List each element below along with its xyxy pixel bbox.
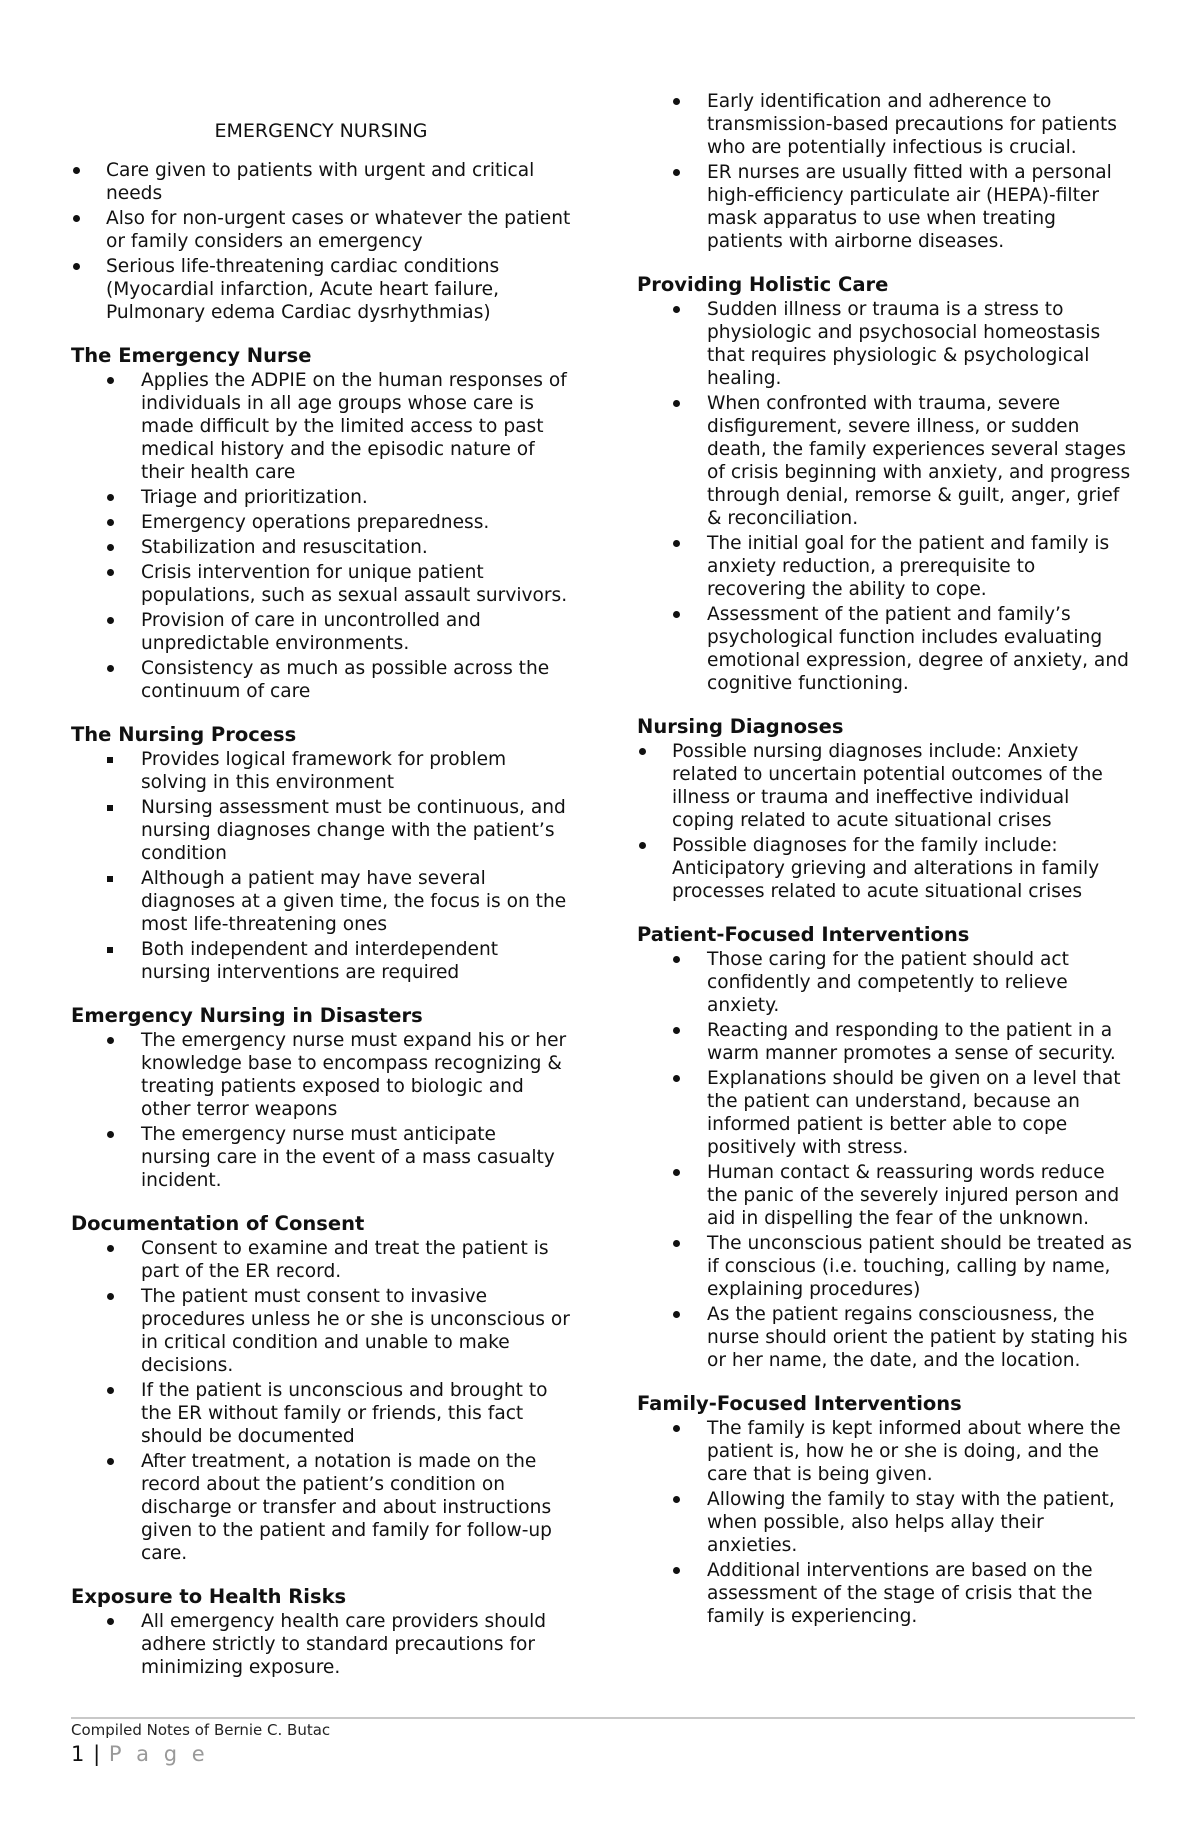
list-item: The family is kept informed about where the patient is, how he or she is doing, and the care that is being given. [637, 1417, 1137, 1486]
footer-divider [71, 1717, 1135, 1719]
intro-item: Also for non-urgent cases or whatever the patient or family considers an emergency [71, 207, 571, 253]
list-item: The initial goal for the patient and family is anxiety reduction, a prerequisite to recovering the ability to cope. [637, 532, 1137, 601]
patient-interventions-list [637, 948, 1137, 1372]
list-item: The emergency nurse must anticipate nursing care in the event of a mass casualty incident. [71, 1123, 571, 1192]
list-item: Allowing the family to stay with the patient, when possible, also helps allay their anxieties. [637, 1488, 1137, 1557]
list-item: If the patient is unconscious and brought to the ER without family or friends, this fact should be documented [71, 1379, 571, 1448]
intro-list [71, 159, 571, 324]
page-separator: | [93, 1742, 102, 1766]
page-word: P a g e [108, 1742, 209, 1766]
list-item: Consistency as much as possible across the continuum of care [71, 657, 571, 703]
nursing-process-list [71, 748, 571, 984]
list-item: Assessment of the patient and family’s psychological function includes evaluating emotional expression, degree of anxiety, and cognitive functioning. [637, 603, 1137, 695]
section-heading-holistic-care: Providing Holistic Care [637, 273, 889, 296]
list-item: Triage and prioritization. [71, 486, 571, 509]
list-item: Provides logical framework for problem solving in this environment [71, 748, 571, 794]
intro-item: Serious life-threatening cardiac conditions (Myocardial infarction, Acute heart failure, Pulmonary edema Cardiac dysrhythmias) [71, 255, 571, 324]
holistic-care-list [637, 298, 1137, 695]
list-item: All emergency health care providers should adhere strictly to standard precautions for minimizing exposure. [71, 1610, 571, 1679]
document-title: EMERGENCY NURSING [214, 120, 428, 142]
list-item: As the patient regains consciousness, the nurse should orient the patient by stating his or her name, the date, and the location. [637, 1303, 1137, 1372]
list-item: The patient must consent to invasive procedures unless he or she is unconscious or in critical condition and unable to make decisions. [71, 1285, 571, 1377]
page-number-line [71, 1743, 1135, 1766]
list-item: Possible diagnoses for the family include: Anticipatory grieving and alterations in family processes related to acute situational crises [637, 834, 1137, 903]
list-item: ER nurses are usually fitted with a personal high-efficiency particulate air (HEPA)-filter mask apparatus to use when treating patients with airborne diseases. [637, 161, 1137, 253]
list-item: Early identification and adherence to transmission-based precautions for patients who are potentially infectious is crucial. [637, 90, 1137, 159]
section-heading-family-interventions: Family-Focused Interventions [637, 1392, 962, 1415]
list-item: Emergency operations preparedness. [71, 511, 571, 534]
list-item: After treatment, a notation is made on the record about the patient’s condition on discharge or transfer and about instructions given to the patient and family for follow-up care. [71, 1450, 571, 1565]
nursing-diagnoses-list [637, 740, 1137, 903]
section-heading-nursing-diagnoses: Nursing Diagnoses [637, 715, 844, 738]
emergency-nurse-list [71, 369, 571, 703]
list-item: Applies the ADPIE on the human responses of individuals in all age groups whose care is made difficult by the limited access to past medical history and the episodic nature of their health care [71, 369, 571, 484]
section-heading-patient-interventions: Patient-Focused Interventions [637, 923, 970, 946]
list-item: The emergency nurse must expand his or her knowledge base to encompass recognizing & treating patients exposed to biologic and other terror weapons [71, 1029, 571, 1121]
list-item: Both independent and interdependent nursing interventions are required [71, 938, 571, 984]
list-item: Consent to examine and treat the patient is part of the ER record. [71, 1237, 571, 1283]
list-item: Possible nursing diagnoses include: Anxiety related to uncertain potential outcomes of the illness or trauma and ineffective individual coping related to acute situational crises [637, 740, 1137, 832]
footer-note: Compiled Notes of Bernie C. Butac [71, 1721, 331, 1739]
intro-item: Care given to patients with urgent and critical needs [71, 159, 571, 205]
page-number: 1 [71, 1742, 86, 1766]
list-item: Explanations should be given on a level that the patient can understand, because an informed patient is better able to cope positively with stress. [637, 1067, 1137, 1159]
section-heading-disasters: Emergency Nursing in Disasters [71, 1004, 423, 1027]
section-heading-consent: Documentation of Consent [71, 1212, 365, 1235]
list-item: Although a patient may have several diagnoses at a given time, the focus is on the most life-threatening ones [71, 867, 571, 936]
list-item: When confronted with trauma, severe disfigurement, severe illness, or sudden death, the family experiences several stages of crisis beginning with anxiety, and progress through denial, remorse & guilt, anger, grief & reconciliation. [637, 392, 1137, 530]
consent-list [71, 1237, 571, 1565]
list-item: Human contact & reassuring words reduce the panic of the severely injured person and aid in dispelling the fear of the unknown. [637, 1161, 1137, 1230]
list-item: Sudden illness or trauma is a stress to physiologic and psychosocial homeostasis that requires physiologic & psychological healing. [637, 298, 1137, 390]
page-footer [71, 1717, 1135, 1766]
health-risks-continued-list [637, 90, 1137, 253]
section-heading-emergency-nurse: The Emergency Nurse [71, 344, 312, 367]
list-item: Nursing assessment must be continuous, and nursing diagnoses change with the patient’s condition [71, 796, 571, 865]
disasters-list [71, 1029, 571, 1192]
list-item: Provision of care in uncontrolled and unpredictable environments. [71, 609, 571, 655]
left-column [71, 90, 571, 1699]
list-item: Reacting and responding to the patient in a warm manner promotes a sense of security. [637, 1019, 1137, 1065]
health-risks-list [71, 1610, 571, 1679]
list-item: Crisis intervention for unique patient populations, such as sexual assault survivors. [71, 561, 571, 607]
list-item: Additional interventions are based on the assessment of the stage of crisis that the family is experiencing. [637, 1559, 1137, 1628]
list-item: Those caring for the patient should act confidently and competently to relieve anxiety. [637, 948, 1137, 1017]
right-column [637, 90, 1137, 1648]
section-heading-nursing-process: The Nursing Process [71, 723, 297, 746]
section-heading-health-risks: Exposure to Health Risks [71, 1585, 347, 1608]
list-item: Stabilization and resuscitation. [71, 536, 571, 559]
list-item: The unconscious patient should be treated as if conscious (i.e. touching, calling by name, explaining procedures) [637, 1232, 1137, 1301]
family-interventions-list [637, 1417, 1137, 1628]
